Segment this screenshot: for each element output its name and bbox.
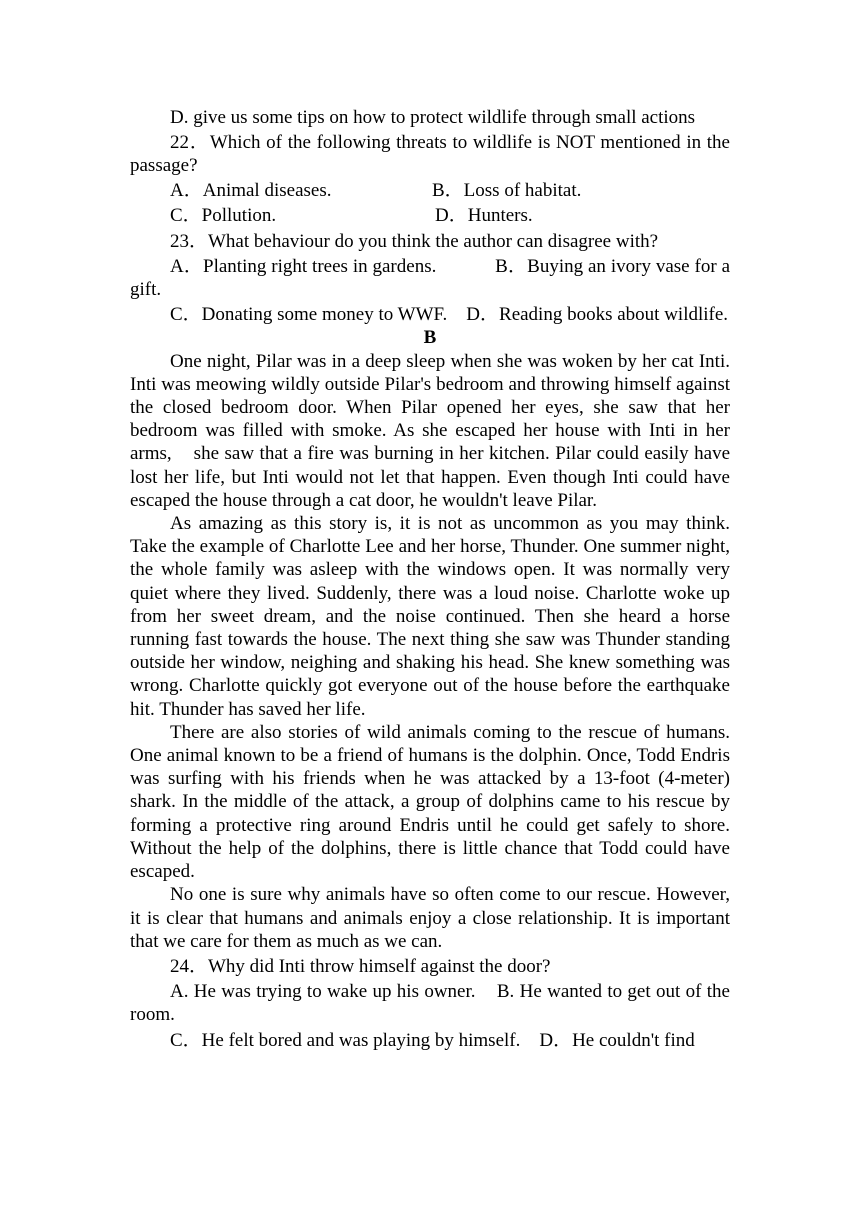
q24-options-cd: C．He felt bored and was playing by himself. D．He couldn't find: [170, 1029, 695, 1051]
q22-options-cd: [130, 203, 730, 228]
q23-options-ab: A．Planting right trees in gardens. B．Buying an ivory vase for a gift.: [130, 255, 735, 301]
q24-stem: 24．Why did Inti throw himself against the door?: [170, 955, 551, 977]
q21-option-d: D. give us some tips on how to protect wildlife through small actions: [170, 107, 696, 128]
q24-options-ab: A. He was trying to wake up his owner. B. He wanted to get out of the room.: [130, 981, 735, 1026]
q22-options-ab: [130, 178, 730, 203]
passage-paragraph-1: One night, Pilar was in a deep sleep when she was woken by her cat Inti. Inti was meowing wildly outside Pilar's bedroom and throwing himself against the closed bedroom door. When Pilar opened her eyes, she saw that her bedroom was filled with smoke. As she escaped her house with Inti in her arms, she saw that a fire was burning in her kitchen. Pilar could easily have lost her life, but Inti would not let that happen. Even though Inti could have escaped the house through a cat door, he wouldn't leave Pilar.: [130, 350, 735, 511]
q23-options-cd: C．Donating some money to WWF. D．Reading books about wildlife.: [170, 304, 729, 326]
q22-option-b: B．Loss of habitat.: [432, 179, 582, 201]
document-page: [130, 106, 735, 1052]
passage-paragraph-3: There are also stories of wild animals coming to the rescue of humans. One animal known to be a friend of humans is the dolphin. Once, Todd Endris was surfing with his friends when he was attacked by a 13-foot (4-meter) shark. In the middle of the attack, a group of dolphins came to his rescue by forming a protective ring around Endris until he could get safely to shore. Without the help of the dolphins, there is little chance that Todd could have escaped.: [130, 721, 730, 883]
q22-stem: 22．Which of the following threats to wildlife is NOT mentioned in the passage?: [130, 132, 730, 177]
q22-option-c: C．Pollution.: [170, 204, 277, 226]
q23-stem: 23．What behaviour do you think the author can disagree with?: [170, 230, 659, 252]
q22-option-a: A．Animal diseases.: [170, 179, 332, 201]
q22-option-d: D．Hunters.: [435, 204, 533, 226]
passage-paragraph-4: No one is sure why animals have so often come to our rescue. However, it is clear that humans and animals enjoy a close relationship. It is important that we care for them as much as we can.: [130, 884, 730, 952]
section-heading: B: [423, 327, 437, 349]
passage-paragraph-2: As amazing as this story is, it is not as uncommon as you may think. Take the example of Charlotte Lee and her horse, Thunder. One summer night, the whole family was asleep with the windows open. It was normally very quiet where they lived. Suddenly, there was a loud noise. Charlotte woke up from her sweet dream, and the noise continued. Then she heard a horse running fast towards the house. The next thing she saw was Thunder standing outside her window, neighing and shaking his head. She knew something was wrong. Charlotte quickly got everyone out of the house before the earthquake hit. Thunder has saved her life.: [130, 513, 730, 720]
